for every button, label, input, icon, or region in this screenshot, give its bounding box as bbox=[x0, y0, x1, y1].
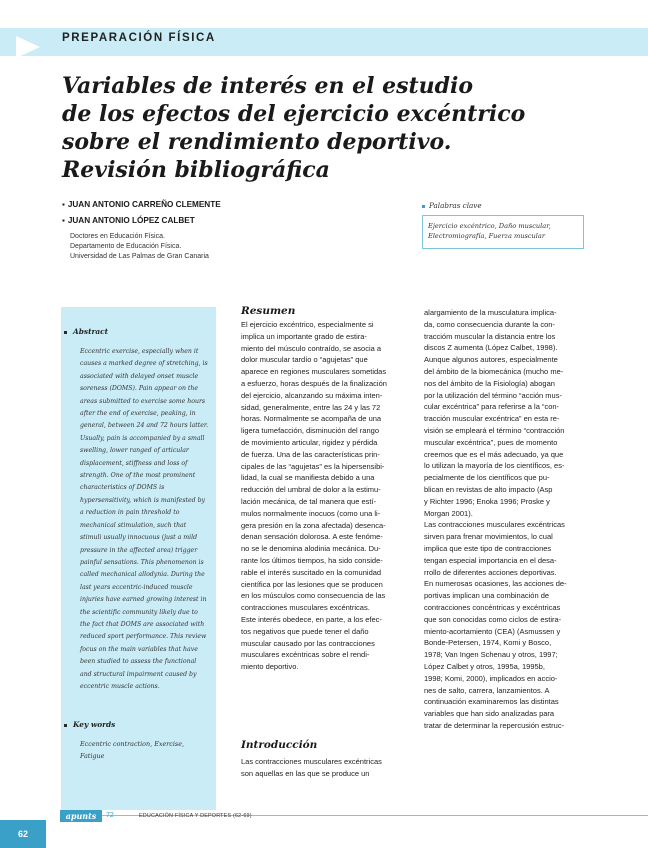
journal-logo: apunts bbox=[60, 810, 102, 822]
title-line: Variables de interés en el estudio bbox=[62, 73, 474, 99]
header-arrow-icon bbox=[16, 36, 40, 58]
issue-number: 72 bbox=[106, 812, 114, 819]
section-label: PREPARACIÓN FÍSICA bbox=[62, 32, 216, 44]
article-title bbox=[62, 72, 562, 184]
title-line: de los efectos del ejercicio excéntrico bbox=[62, 101, 526, 127]
abstract-text: Eccentric exercise, especially when it causes a marked degree of stretching, is associated with delayed onset muscle soreness (DOMS). Pain appear on the areas submitted to exercise some hours after the end of exercise, peaking, in general, between 24 and 72 hours latter. Usually, pain is accompanied by a small swelling, lower ranged of articular displacement, stiffness and loss of strength. One of the most prominent characteristics of DOMS is hypersensitivity, which is manifested by a reduction in pain threshold to mechanical stimulation, such that stimuli usually innocuous (just a mild pressure in the affected area) trigger painful sensations. This phenomenon is called mechanical allodynia. During the last years eccentric-induced muscle injuries have earned growing interest in the scientific community likely due to the fact that DOMS are associated with reduced sport performance. This review focus on the main variables that have been studied to assess the functional and structural impairment caused by eccentric muscle actions. bbox=[80, 348, 209, 690]
resumen-heading: Resumen bbox=[241, 305, 296, 317]
palabras-clave-box: Ejercicio excéntrico, Daño muscular, Electromiografía, Fuerza muscular bbox=[422, 215, 584, 249]
title-line: sobre el rendimiento deportivo. bbox=[62, 129, 452, 155]
journal-name: EDUCACIÓN FÍSICA Y DEPORTES (62-69) bbox=[139, 813, 252, 819]
authors-block bbox=[62, 200, 362, 262]
author: ▪ JUAN ANTONIO LÓPEZ CALBET bbox=[62, 216, 195, 225]
resumen-text: El ejercicio excéntrico, especialmente si implica un importante grado de estira- miento del músculo contraído, se asocia a dolor muscular tardío o “agujetas” que aparece en regiones musculares sometidas a esfuerzo, horas después de la finalización del ejercicio, alcanzando su máxima inten- sidad, generalmente, entre las 24 y las 72 horas. Normalmente se acompaña de una ligera tumefacción, disminución del rango de movimiento articular, rigidez y pérdida de fuerza. Una de las características prin- cipales de las “agujetas” es la hipersensibi- lidad, la cual se manifiesta debido a una reducción del umbral de dolor a la estimu- lación mecánica, de tal manera que estí- mulos normalmente inocuos (como una li- gera presión en la zona afectada) desenca- denan sensación dolorosa. A este fenóme- no se le denomina alodinia mecánica. Du- rante los últimos tiempos, ha sido conside- rable el interés suscitado en la comunidad científica por las lesiones que se producen en los músculos como consecuencia de las contracciones musculares excéntricas. Este interés obedece, en parte, a los efec- tos negativos que puede tener el daño muscular causado por las contracciones musculares excéntricas sobre el rendi- miento deportivo. bbox=[241, 320, 387, 672]
key-words-text: Eccentric contraction, Exercise, Fatigue bbox=[80, 740, 185, 760]
abstract-heading: Abstract bbox=[64, 327, 108, 336]
palabras-clave-label: Palabras clave bbox=[422, 201, 482, 210]
title-line: Revisión bibliográfica bbox=[62, 157, 330, 183]
introduccion-text: Las contracciones musculares excéntricas son aquellas en las que se produce un bbox=[241, 757, 382, 778]
affiliation: Doctores en Educación Física. Departamento de Educación Física. Universidad de Las Palmas de Gran Canaria bbox=[70, 233, 209, 260]
column-2-text: alargamiento de la musculatura implica- da, como consecuencia durante la con- traccióm muscular la distancia entre los discos Z aumenta (López Calbet, 1998). Aunque algunos autores, especialmente del ámbito de la biomecánica (mucho me- nos del ámbito de la Fisiología) abogan por la utilización del término “acción mus- cular excéntrica” para referirse a la “con- tracción muscular excéntrica” en esta re- visión se empleará el término “contracción muscular excéntrica”, pues de momento creemos que es el más adecuado, ya que lo utilizan la mayoría de los científicos, es- pecialmente de los científicos que pu- blican en revistas de alto impacto (Asp y Richter 1996; Enoka 1996; Proske y Morgan 2001). Las contracciones musculares excéntricas sirven para frenar movimientos, lo cual implica que este tipo de contracciones tengan especial importancia en el desa- rrollo de diferentes acciones deportivas. En numerosas ocasiones, las acciones de- portivas implican una combinación de contracciones concéntricas y excéntricas que son conocidas como ciclos de estira- miento-acortamiento (CEA) (Asmussen y Bonde-Petersen, 1974, Komi y Bosco, 1978; Van Ingen Schenau y otros, 1997; López Calbet y otros, 1995a, 1995b, 1998; Komi, 2000), implicados en accio- nes de salto, carrera, lanzamientos. A continuación examinaremos las distintas variables que han sido analizadas para tratar de determinar la repercusión estruc- bbox=[424, 308, 567, 730]
page-number: 62 bbox=[0, 820, 46, 848]
key-words-heading: Key words bbox=[64, 720, 115, 729]
introduccion-heading: Introducción bbox=[241, 739, 318, 751]
author: ▪ JUAN ANTONIO CARREÑO CLEMENTE bbox=[62, 200, 221, 209]
